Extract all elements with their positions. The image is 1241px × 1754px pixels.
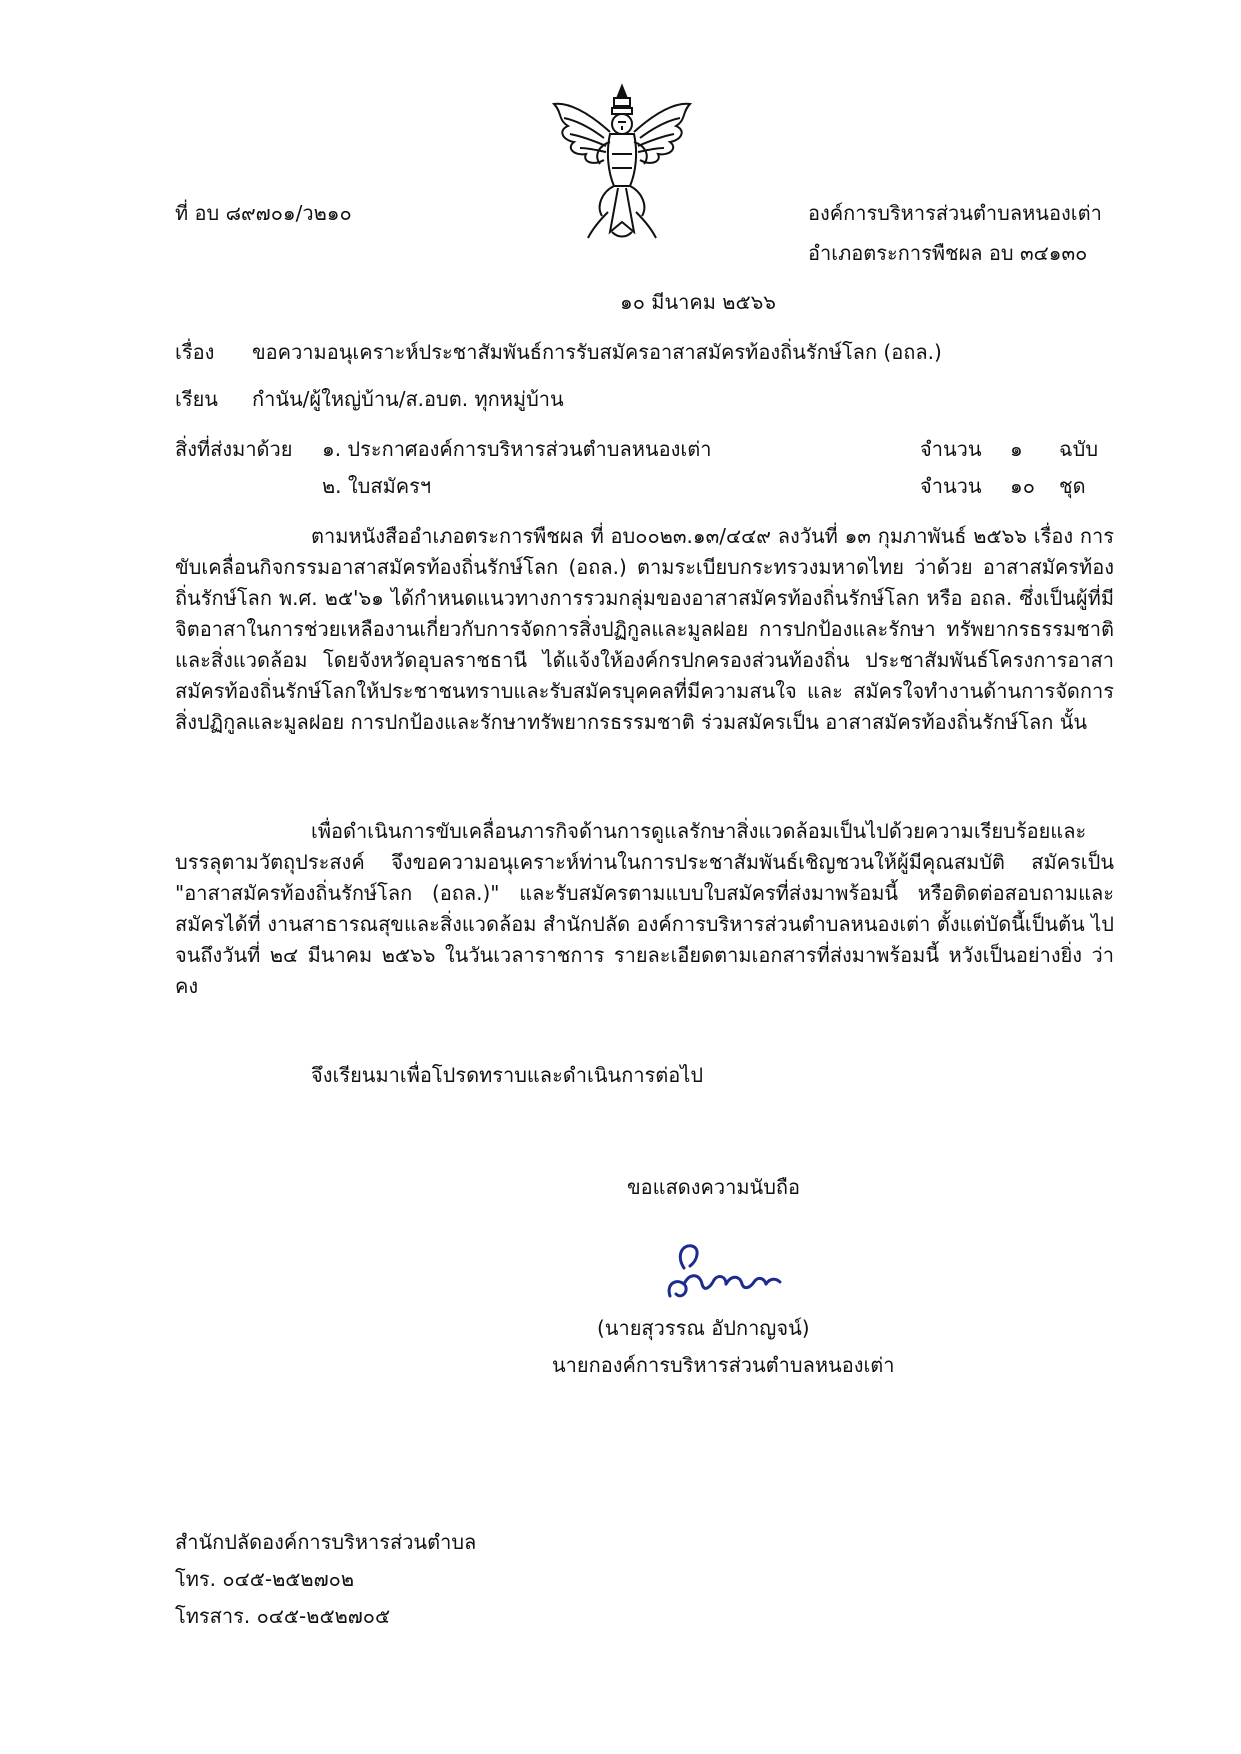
handwritten-signature (640, 1238, 800, 1312)
signatory-name: (นายสุวรรณ อัปกาญจน์) (597, 1316, 810, 1340)
letter-date: ๑๐ มีนาคม ๒๕๖๖ (620, 290, 776, 314)
organization-address: อำเภอตระการพืชผล อบ ๓๔๑๓๐ (808, 241, 1088, 265)
recipient-text: กำนัน/ผู้ใหญ่บ้าน/ส.อบต. ทุกหมู่บ้าน (252, 387, 564, 411)
enclosure-qty: ๑ (1010, 437, 1023, 461)
closing-request: จึงเรียนมาเพื่อโปรดทราบและดำเนินการต่อไป (311, 1063, 704, 1087)
enclosure-item-1: ๑. ประกาศองค์การบริหารส่วนตำบลหนองเต่า (322, 437, 712, 461)
enclosure-unit: ฉบับ (1059, 437, 1099, 461)
body-paragraph-2: เพื่อดำเนินการขับเคลื่อนภารกิจด้านการดูแลรักษาสิ่งแวดล้อมเป็นไปด้วยความเรียบร้อยและ บรรลุตามวัตถุประสงค์ จึงขอความอนุเคราะห์ท่านในการประชาสัมพันธ์เชิญชวนให้ผู้มีคุณสมบัติ สมัครเป็น "อาสาสมัครท้องถิ่นรักษ์โลก (อถล.)" และรับสมัครตามแบบใบสมัครที่ส่งมาพร้อมนี้ หรือติดต่อสอบถามและ สมัครได้ที่ งานสาธารณสุขและสิ่งแวดล้อม สำนักปลัด องค์การบริหารส่วนตำบลหนองเต่า ตั้งแต่บัดนี้เป็นต้น ไป จนถึงวันที่ ๒๔ มีนาคม ๒๕๖๖ ในวันเวลาราชการ รายละเอียดตามเอกสารที่ส่งมาพร้อมนี้ หวังเป็นอย่างยิ่ง ว่าคง (175, 819, 1114, 998)
garuda-emblem-icon (548, 82, 696, 242)
enclosure-unit: ชุด (1059, 474, 1086, 498)
reference-number: ที่ อบ ๘๙๗๐๑/ว๒๑๐ (175, 201, 352, 225)
body-paragraph-1: ตามหนังสืออำเภอตระการพืชผล ที่ อบ๐๐๒๓.๑๓/๔๔๙ ลงวันที่ ๑๓ กุมภาพันธ์ ๒๕๖๖ เรื่อง การขับเคลื่อนกิจกรรมอาสาสมัครท้องถิ่นรักษ์โลก (อถล.) ตามระเบียบกระทรวงมหาดไทย ว่าด้วย อาสาสมัครท้องถิ่นรักษ์โลก พ.ศ. ๒๕'๖๑ ได้กำหนดแนวทางการรวมกลุ่มของอาสาสมัครท้องถิ่นรักษ์โลก หรือ อถล. ซึ่งเป็นผู้ที่มีจิตอาสาในการช่วยเหลืองานเกี่ยวกับการจัดการสิ่งปฏิกูลและมูลฝอย การปกป้องและรักษา ทรัพยากรธรรมชาติและสิ่งแวดล้อม โดยจังหวัดอุบลราชธานี ได้แจ้งให้องค์กรปกครองส่วนท้องถิ่น ประชาสัมพันธ์โครงการอาสาสมัครท้องถิ่นรักษ์โลกให้ประชาชนทราบและรับสมัครบุคคลที่มีความสนใจ และ สมัครใจทำงานด้านการจัดการสิ่งปฏิกูลและมูลฝอย การปกป้องและรักษาทรัพยากรธรรมชาติ ร่วมสมัครเป็น อาสาสมัครท้องถิ่นรักษ์โลก นั้น (175, 524, 1114, 734)
enclosure-qty: ๑๐ (1010, 474, 1035, 498)
footer-office: สำนักปลัดองค์การบริหารส่วนตำบล (175, 1530, 477, 1554)
subject-label: เรื่อง (175, 340, 215, 364)
enclosures-label: สิ่งที่ส่งมาด้วย (175, 437, 293, 461)
signatory-position: นายกองค์การบริหารส่วนตำบลหนองเต่า (552, 1353, 895, 1377)
subject-text: ขอความอนุเคราะห์ประชาสัมพันธ์การรับสมัครอาสาสมัครท้องถิ่นรักษ์โลก (อถล.) (252, 340, 942, 364)
enclosure-item-2: ๒. ใบสมัครฯ (322, 474, 432, 498)
closing-salutation: ขอแสดงความนับถือ (627, 1175, 801, 1199)
enclosure-qty-label: จำนวน (920, 474, 982, 498)
recipient-label: เรียน (175, 387, 218, 411)
organization-name: องค์การบริหารส่วนตำบลหนองเต่า (808, 201, 1102, 225)
footer-fax: โทรสาร. ๐๔๕-๒๕๒๗๐๕ (175, 1604, 391, 1628)
footer-telephone: โทร. ๐๔๕-๒๕๒๗๐๒ (175, 1567, 355, 1591)
enclosure-qty-label: จำนวน (920, 437, 982, 461)
